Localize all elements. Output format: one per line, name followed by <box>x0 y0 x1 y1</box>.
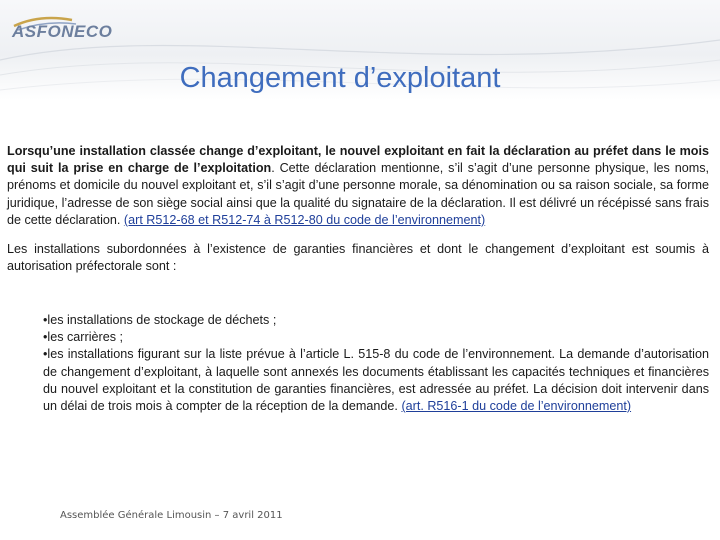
slide-title: Changement d’exploitant <box>179 62 501 94</box>
paragraph-conditions: Les installations subordonnées à l’existence de garanties financières et dont le changement d’exploitant est soumis à autorisation préfectorale sont : <box>7 242 709 274</box>
footer-text: Assemblée Générale Limousin – 7 avril 2011 <box>60 510 283 521</box>
conditions-list <box>43 312 709 415</box>
paragraph-intro-body: . Cette déclaration mentionne, s’il s’agit d’une personne physique, les noms, prénoms et domicile du nouvel exploitant et, s’il s’agit d’une personne morale, sa dénomination ou sa raison sociale, sa forme juridique, l’adresse de son siège social ainsi que la qualité du signataire de la déclaration. Il est délivré un récépissé sans frais de cette déclaration. <box>7 161 710 227</box>
paragraph-intro <box>7 143 709 229</box>
list-item: •les installations de stockage de déchets ; <box>43 313 277 327</box>
list-item: •les carrières ; <box>43 330 123 345</box>
legal-reference-link-1[interactable]: (art R512-68 et R512-74 à R512-80 du code de l’environnement) <box>123 212 486 227</box>
legal-reference-link-2[interactable]: (art. R516-1 du code de l’environnement) <box>401 399 632 414</box>
paragraph-intro-bold: Lorsqu’une installation classée change d’exploitant, le nouvel exploitant en fait la déclaration au préfet dans le mois qui suit la prise en charge de l’exploitation <box>7 144 709 176</box>
list-item-text: •les installations figurant sur la liste prévue à l’article L. 515-8 du code de l’environnement. La demande d’autorisation de changement d’exploitant, à laquelle sont annexés les documents établissant les capacités techniques et financières du nouvel exploitant et la constitution de garanties financières, est adressée au préfet. La décision doit intervenir dans un délai de trois mois à compter de la réception de la demande. <box>43 347 709 414</box>
list-item <box>43 346 709 415</box>
logo-text: ASFONECO <box>12 22 113 41</box>
main-content <box>7 143 709 275</box>
